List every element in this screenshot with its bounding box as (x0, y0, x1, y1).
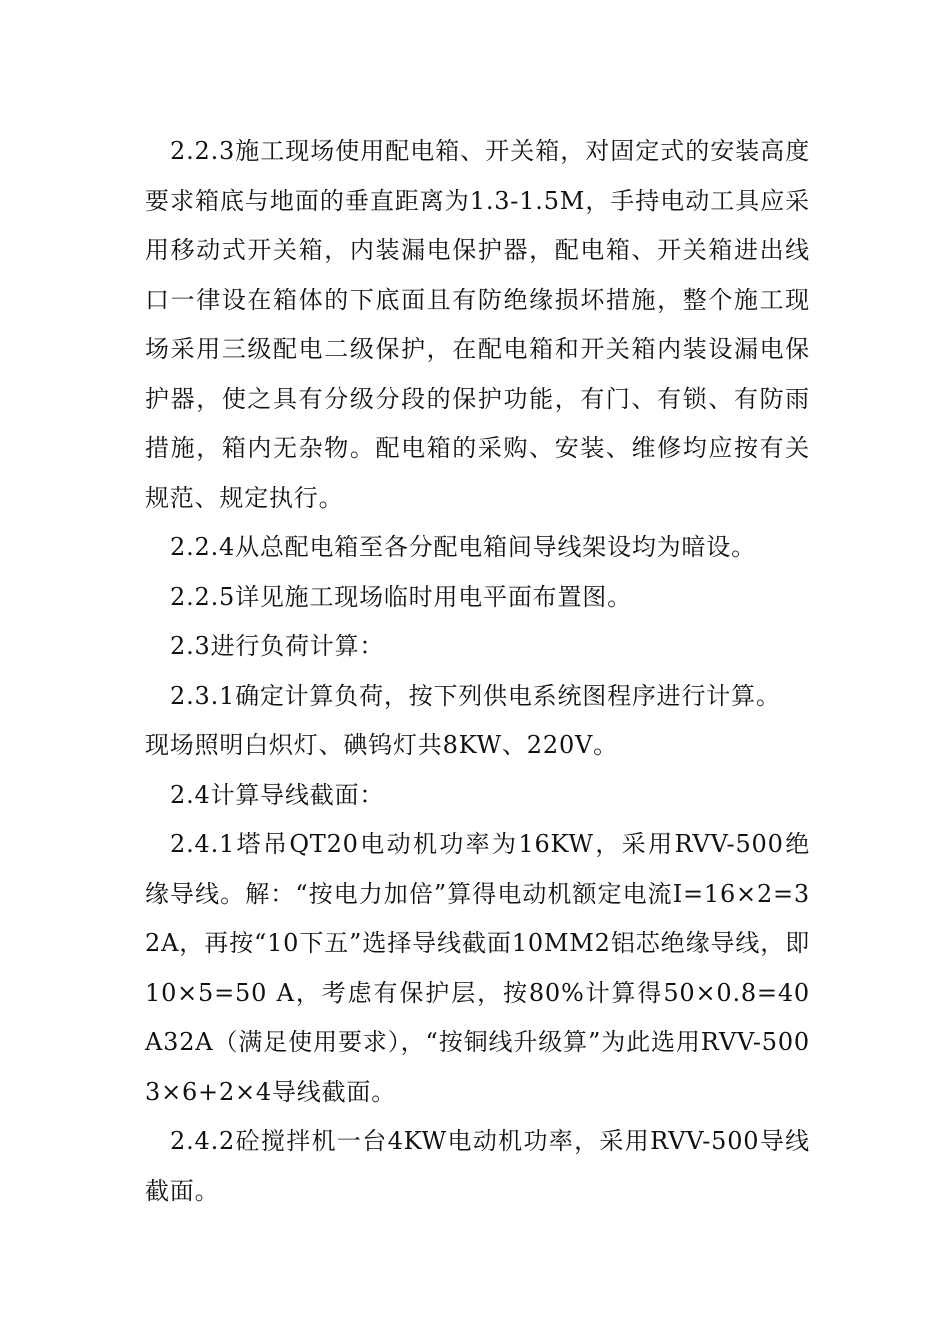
paragraph-2-3-1: 2.3.1确定计算负荷，按下列供电系统图程序进行计算。 (170, 681, 781, 710)
heading-2-4: 2.4计算导线截面： (170, 780, 385, 809)
document-body (145, 127, 810, 1216)
paragraph-2-2-4: 2.2.4从总配电箱至各分配电箱间导线架设均为暗设。 (170, 533, 756, 561)
paragraph-lighting-load: 现场照明白炽灯、碘钨灯共8KW、220V。 (145, 731, 618, 759)
heading-2-3: 2.3进行负荷计算： (170, 632, 385, 660)
paragraph-2-4-2: 2.4.2砼搅拌机一台4KW电动机功率，采用RVV-500导线截面。 (145, 1127, 810, 1205)
paragraph-2-2-5: 2.2.5详见施工现场临时用电平面布置图。 (170, 582, 632, 611)
paragraph-2-2-3: 2.2.3施工现场使用配电箱、开关箱，对固定式的安装高度要求箱底与地面的垂直距离为1.3-1.5M，手持电动工具应采用移动式开关箱，内装漏电保护器，配电箱、开关箱进出线口一律设在箱体的下底面且有防绝缘损坏措施，整个施工现场采用三级配电二级保护，在配电箱和开关箱内装设漏电保护器，使之具有分级分段的保护功能，有门、有锁、有防雨措施，箱内无杂物。配电箱的采购、安装、维修均应按有关规范、规定执行。 (145, 137, 810, 512)
paragraph-2-4-1: 2.4.1塔吊QT20电动机功率为16KW，采用RVV-500绝缘导线。解：“按电力加倍”算得电动机额定电流I=16×2=32A，再按“10下五”选择导线截面10MM2铝芯绝缘导线，即10×5=50 A，考虑有保护层，按80%计算得50×0.8=40A32A（满足使用要求），“按铜线升级算”为此选用RVV-500 3×6+2×4导线截面。 (145, 830, 810, 1106)
